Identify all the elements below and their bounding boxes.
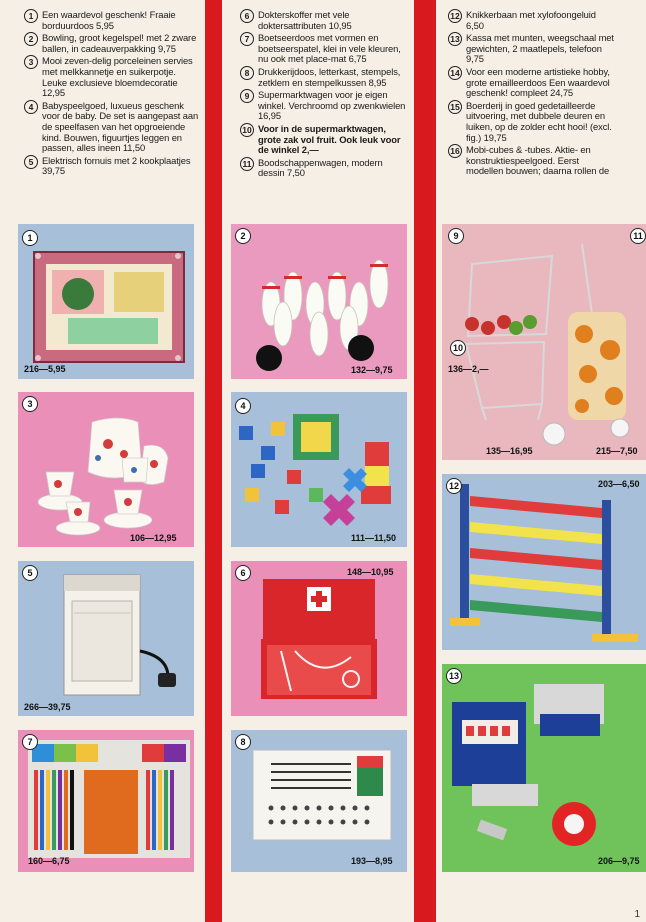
- item-5: 5 Elektrisch fornuis met 2 kookplaatjes 39,75: [24, 156, 200, 177]
- price-label: 136—2,—: [448, 364, 489, 374]
- item-badge: 3: [22, 396, 38, 412]
- price-label: 106—12,95: [130, 533, 177, 543]
- item-badge: 5: [22, 565, 38, 581]
- price-label: 132—9,75: [351, 365, 393, 375]
- photo-modelling-clay: [18, 730, 194, 872]
- price-label: 135—16,95: [486, 446, 533, 456]
- page-number: 1: [634, 909, 640, 920]
- photo-printing-set: [231, 730, 407, 872]
- price-label: 111—11,50: [351, 533, 397, 543]
- photo-doctor-kit: [231, 561, 407, 716]
- price-label: 206—9,75: [598, 856, 640, 866]
- item-2: 2 Bowling, groot kegelspel! met 2 zware ballen, in cadeauverpakking 9,75: [24, 33, 200, 54]
- photo-cash-register: [442, 664, 646, 872]
- price-label: 216—5,95: [24, 364, 66, 374]
- price-label: 215—7,50: [596, 446, 638, 456]
- price-label: 203—6,50: [598, 479, 640, 489]
- bowling-pins-image: [231, 224, 407, 379]
- tea-set-image: [18, 392, 194, 547]
- item-10: 10 Voor in de supermarktwagen, grote zak vol fruit. Ook leuk voor de winkel 2,—: [240, 124, 410, 156]
- item-badge: 7: [22, 734, 38, 750]
- item-12: 12 Knikkerbaan met xylofoongeluid 6,50: [448, 10, 616, 31]
- doctor-kit-image: [231, 561, 407, 716]
- text-column-2: [240, 10, 410, 181]
- item-badge: 2: [235, 228, 251, 244]
- carts-image: [442, 224, 646, 460]
- photo-embroidery-box: [18, 224, 194, 379]
- item-16: 16 Mobi-cubes & -tubes. Aktie- en konstruktiespeelgoed. Eerst modellen bouwen; daarna rollen de: [448, 145, 616, 177]
- item-badge: 13: [446, 668, 462, 684]
- price-label: 193—8,95: [351, 856, 393, 866]
- baby-toys-image: [231, 392, 407, 547]
- price-label: 160—6,75: [28, 856, 70, 866]
- item-badge: 6: [235, 565, 251, 581]
- item-4: 4 Babyspeelgoed, luxueus geschenk voor de baby. De set is aangepast aan de speelfasen van het opgroeiende kind. Bouwen, figuurtjes leggen en passen, alles ineen 11,50: [24, 101, 200, 154]
- item-1: 1 Een waardevol geschenk! Fraaie borduurdoos 5,95: [24, 10, 200, 31]
- photo-electric-stove: [18, 561, 194, 716]
- price-label: 148—10,95: [347, 567, 394, 577]
- photo-tea-set: [18, 392, 194, 547]
- item-13: 13 Kassa met munten, weegschaal met gewichten, 2 maatlepels, telefoon 9,75: [448, 33, 616, 65]
- item-badge: 9: [448, 228, 464, 244]
- item-15: 15 Boerderij in goed gedetailleerde uitvoering, met dubbele deuren en luiken, op de zolder echt hooi! (excl. fig.) 19,75: [448, 101, 616, 143]
- printing-set-image: [231, 730, 407, 872]
- red-stripe-right: [414, 0, 436, 922]
- text-column-1: [24, 10, 200, 179]
- embroidery-box-image: [18, 224, 194, 379]
- item-badge: 4: [235, 398, 251, 414]
- item-badge: 8: [235, 734, 251, 750]
- item-7: 7 Boetseerdoos met vormen en boetseerspatel, klei in vele kleuren, nu ook met place-mat 6,75: [240, 33, 410, 65]
- item-3: 3 Mooi zeven-delig porceleinen servies met melkkannetje en suikerpotje. Leuke exclusieve bloemdecoratie 12,95: [24, 56, 200, 98]
- item-6: 6 Dokterskoffer met vele doktersattributen 10,95: [240, 10, 410, 31]
- photo-baby-toys: [231, 392, 407, 547]
- item-badge: 11: [630, 228, 646, 244]
- marble-run-image: [442, 474, 646, 650]
- red-stripe-left: [205, 0, 222, 922]
- item-badge: 1: [22, 230, 38, 246]
- photo-shopping-carts: [442, 224, 646, 460]
- item-badge: 12: [446, 478, 462, 494]
- price-label: 266—39,75: [24, 702, 71, 712]
- item-11: 11 Boodschappenwagen, modern dessin 7,50: [240, 158, 410, 179]
- photo-marble-run: [442, 474, 646, 650]
- stove-image: [18, 561, 194, 716]
- photo-bowling-set: [231, 224, 407, 379]
- item-9: 9 Supermarktwagen voor je eigen winkel. Verchroomd op zwenkwielen 16,95: [240, 90, 410, 122]
- item-14: 14 Voor een moderne artistieke hobby, grote emailleerdoos Een waardevol geschenk! compleet 24,75: [448, 67, 616, 99]
- clay-box-image: [18, 730, 194, 872]
- item-badge: 10: [450, 340, 466, 356]
- item-8: 8 Drukkerijdoos, letterkast, stempels, zetklem en stempelkussen 8,95: [240, 67, 410, 88]
- cash-register-image: [442, 664, 646, 872]
- text-column-3: [448, 10, 616, 179]
